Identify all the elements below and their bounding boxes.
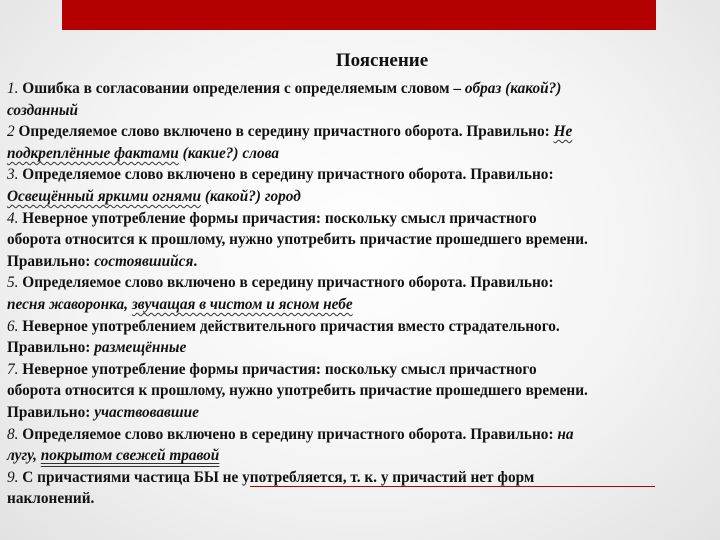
item-7-line-1: 7. Неверное употребление формы причастия: поскольку смысл причастного: [7, 360, 537, 378]
item-8-line-1: 8. Определяемое слово включено в середину причастного оборота. Правильно: на: [7, 425, 574, 443]
item-3-line-1: 3. Определяемое слово включено в середину причастного оборота. Правильно:: [7, 166, 554, 184]
item-4-line-3: Правильно: состоявшийся.: [7, 252, 198, 270]
item-4-line-1: 4. Неверное употребление формы причастия: поскольку смысл причастного: [7, 209, 537, 227]
item-3-line-2: Освещённый яркими огнями (какой?) город: [7, 187, 301, 205]
item-9-line-2: наклонений.: [7, 490, 95, 508]
item-2-line-2: подкреплённые фактами (какие?) слова: [7, 144, 280, 162]
item-5-line-1: 5. Определяемое слово включено в середину причастного оборота. Правильно:: [7, 274, 554, 292]
item-8-line-2: лугу, покрытом свежей травой: [7, 447, 220, 465]
item-6-line-1: 6. Неверное употреблением действительного причастия вместо страдательного.: [7, 317, 560, 335]
item-9-line-1: 9. С причастиями частица БЫ не употребляется, т. к. у причастий нет форм: [7, 468, 535, 486]
item-1-line-2: созданный: [7, 101, 78, 119]
item-5-line-2: песня жаворонка, звучащая в чистом и ясном небе: [7, 295, 353, 313]
header-banner: [62, 0, 656, 30]
item-7-line-2: оборота относится к прошлому, нужно употребить причастие прошедшего времени.: [7, 382, 588, 400]
page-title: Пояснение: [335, 50, 429, 71]
explanation-list: [7, 78, 713, 510]
item-7-line-3: Правильно: участвовавшие: [7, 403, 199, 421]
red-underline-divider: [250, 486, 655, 487]
item-1-line-1: 1. Ошибка в согласовании определения с определяемым словом – образ (какой?): [7, 80, 562, 97]
item-6-line-2: Правильно: размещённые: [7, 339, 187, 357]
item-4-line-2: оборота относится к прошлому, нужно употребить причастие прошедшего времени.: [7, 231, 588, 249]
item-2-line-1: 2 Определяемое слово включено в середину причастного оборота. Правильно: Не: [7, 123, 573, 141]
